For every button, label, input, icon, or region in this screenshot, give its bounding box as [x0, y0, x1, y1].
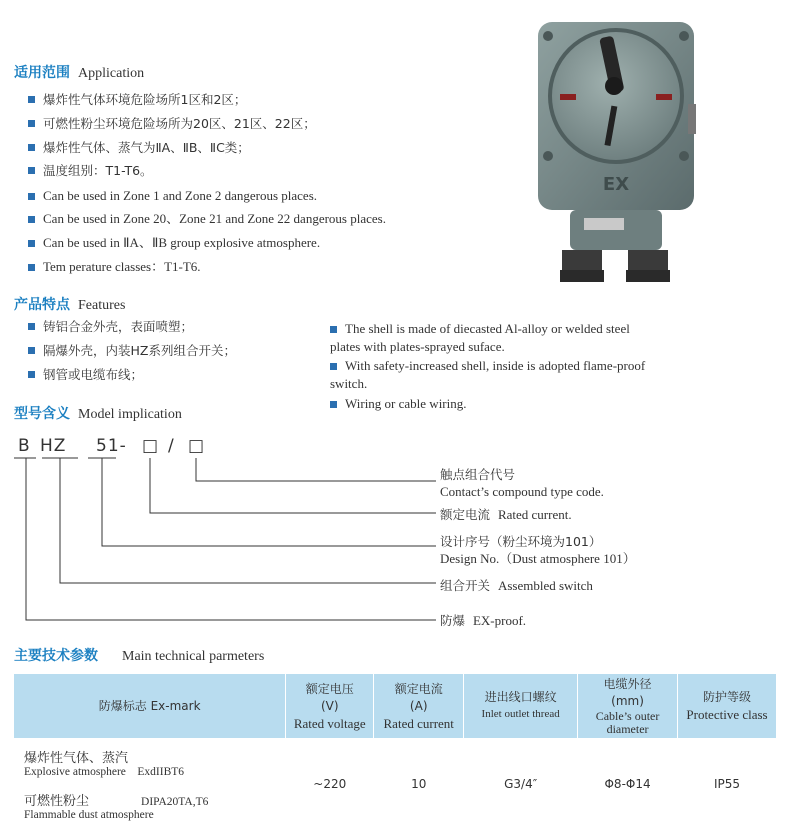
header-exmark: 防爆标志 Ex-mark [14, 674, 286, 738]
list-item: 温度组别：T1-T6。 [28, 163, 153, 179]
cell-protection: IP55 [678, 738, 777, 830]
list-item: 可燃性粉尘环境危险场所为20区、21区、22区； [28, 116, 316, 132]
model-label: 设计序号（粉尘环境为101） Design No.（Dust atmosphere 101） [440, 534, 636, 566]
list-item: Tem perature classes：T1-T6. [28, 259, 201, 275]
header-thread: 进出线口螺纹 Inlet outlet thread [464, 674, 578, 738]
params-title-cn: 主要技术参数 [14, 648, 98, 664]
model-label: 组合开关 Assembled switch [440, 578, 593, 593]
model-part-slash: / [168, 436, 175, 456]
list-item: Can be used in Zone 1 and Zone 2 dangerous places. [28, 188, 317, 204]
model-part-51: 51- [96, 436, 127, 456]
list-item: Can be used in Zone 20、Zone 21 and Zone 22 dangerous places. [28, 211, 386, 227]
model-label: 额定电流 Rated current. [440, 507, 572, 522]
list-item: 钢管或电缆布线； [28, 367, 143, 383]
header-protection: 防护等级 Protective class [678, 674, 777, 738]
leader-current [150, 458, 436, 513]
params-heading [14, 645, 264, 665]
leader-switch [60, 458, 436, 583]
leader-contact [196, 458, 436, 481]
model-title-en: Model implication [78, 407, 182, 422]
params-title-en: Main technical parmeters [122, 649, 265, 664]
leader-exproof [26, 458, 436, 620]
list-item: Wiring or cable wiring. [330, 395, 650, 413]
list-item: 隔爆外壳，内装HZ系列组合开关； [28, 343, 236, 359]
model-part-contact: □ [188, 436, 206, 456]
list-item: 爆炸性气体环境危险场所1区和2区； [28, 92, 246, 108]
table-row [14, 738, 777, 830]
cell-voltage: ~220 [286, 738, 374, 830]
model-part-hz: HZ [40, 436, 67, 456]
cell-thread: G3/4″ [464, 738, 578, 830]
application-title-en: Application [78, 66, 145, 81]
header-voltage: 额定电压 (V) Rated voltage [286, 674, 374, 738]
table-header-row [14, 674, 777, 738]
header-diameter: 电缆外径 (mm) Cable’s outer diameter [578, 674, 678, 738]
list-item: With safety-increased shell, inside is adopted flame-proof switch. [330, 358, 646, 391]
model-title-cn: 型号含义 [14, 406, 70, 422]
model-part-current: □ [142, 436, 160, 456]
list-item: Can be used in ⅡA、ⅡB group explosive atmosphere. [28, 235, 320, 251]
application-title-cn: 适用范围 [14, 65, 70, 81]
model-label: 触点组合代号 Contact’s compound type code. [440, 467, 604, 499]
ex-mark-text: EX [602, 174, 630, 195]
model-label: 防爆 EX-proof. [440, 613, 527, 628]
list-item: 爆炸性气体、蒸气为ⅡA、ⅡB、ⅡC类； [28, 140, 250, 156]
cell-diameter: Φ8-Φ14 [578, 738, 678, 830]
cell-current: 10 [374, 738, 464, 830]
params-table [14, 674, 777, 830]
list-item: 铸铝合金外壳，表面喷塑； [28, 319, 193, 335]
header-current: 额定电流 (A) Rated current [374, 674, 464, 738]
features-title-cn: 产品特点 [14, 297, 70, 313]
features-title-en: Features [78, 298, 126, 313]
leader-design [102, 458, 436, 546]
model-part-b: B [18, 436, 31, 456]
list-item: The shell is made of diecasted Al-alloy or welded steel plates with plates-sprayed suface. [330, 321, 630, 354]
cell-exmark: 爆炸性气体、蒸汽 Explosive atmosphere ExdIIBT6 可燃性粉尘 DIPA20TA,T6 Flammable dust atmosphere [14, 738, 286, 830]
